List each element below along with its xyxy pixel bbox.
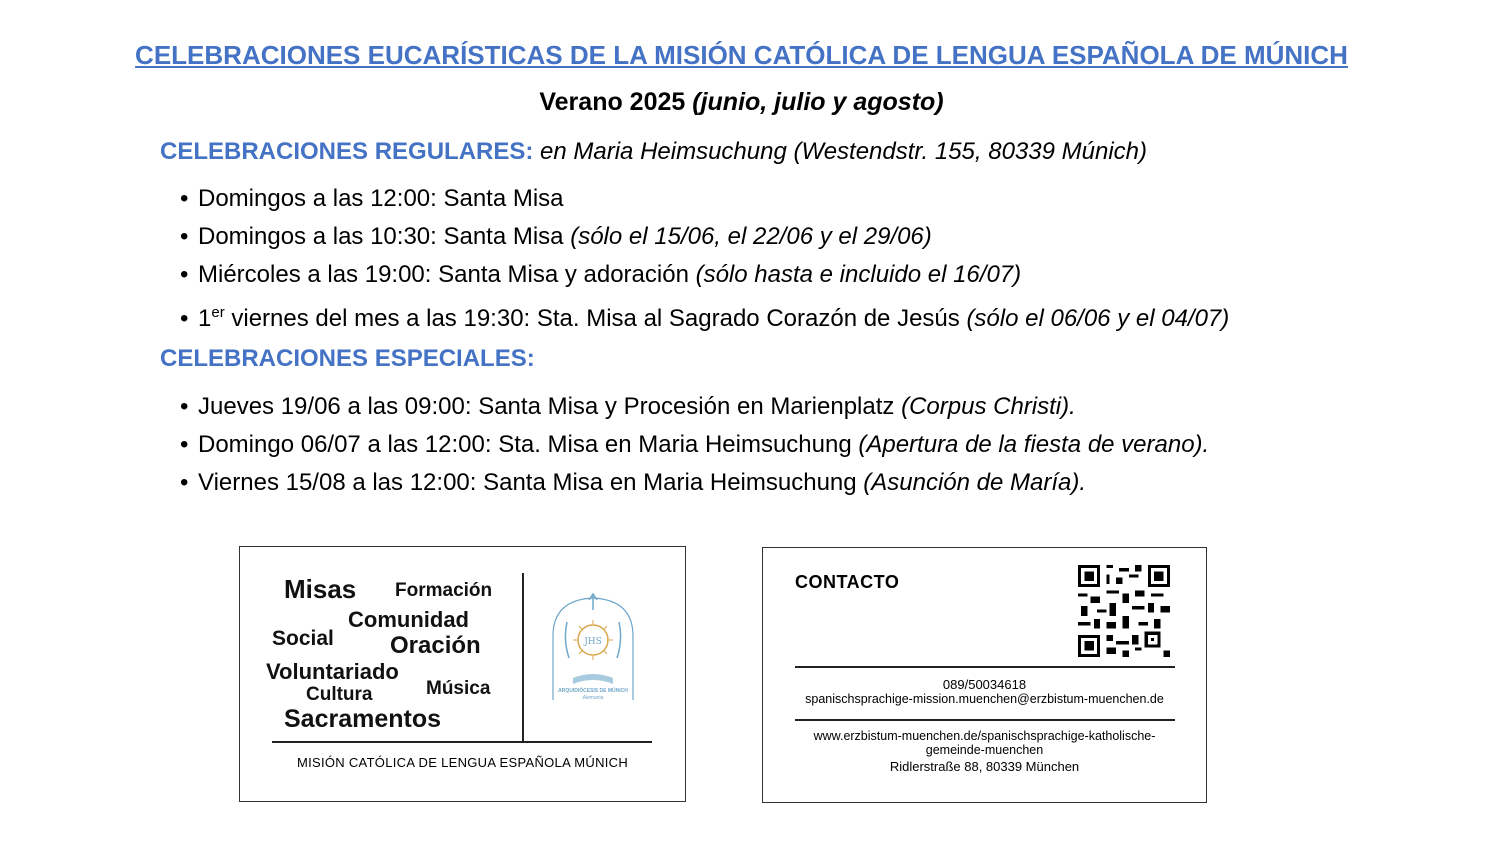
bullet-icon: • [180,223,189,250]
season-subtitle [0,88,1483,117]
svg-text:ARQUIDIÓCESIS DE MÚNICH: ARQUIDIÓCESIS DE MÚNICH [558,688,628,694]
divider [522,573,524,741]
svg-text:Alemania: Alemania [582,695,604,701]
word-formacion: Formación [395,580,493,601]
bullet-icon: • [180,185,189,212]
bullet-icon: • [180,393,189,420]
regular-section-header [160,138,1147,166]
word-social: Social [272,627,334,650]
contact-web-line2: gemeinde-muenchen [925,743,1044,757]
word-oracion: Oración [390,632,481,659]
contact-card [762,547,1207,803]
word-misas: Misas [284,574,357,604]
word-musica: Música [426,678,491,699]
special-heading: CELEBRACIONES ESPECIALES: [160,345,535,372]
special-section-header [160,345,535,373]
bullet-icon: • [180,261,189,288]
special-list [180,388,1209,502]
season-main: Verano 2025 [539,88,686,116]
divider [272,741,652,743]
bullet-icon: • [180,431,189,458]
list-item: • Domingo 06/07 a las 12:00: Sta. Misa en Maria Heimsuchung (Apertura de la fiesta de verano). [180,426,1209,464]
bullet-icon: • [180,469,189,496]
list-item: • Miércoles a las 19:00: Santa Misa y adoración (sólo hasta e incluido el 16/07) [180,256,1229,294]
bullet-icon: • [180,305,189,332]
svg-text:JHS: JHS [584,637,602,647]
word-sacramentos: Sacramentos [284,705,442,733]
page-title: CELEBRACIONES EUCARÍSTICAS DE LA MISIÓN CATÓLICA DE LENGUA ESPAÑOLA DE MÚNICH [135,40,1348,70]
divider [795,719,1175,721]
parish-emblem-icon [545,592,641,704]
regular-heading: CELEBRACIONES REGULARES: [160,138,534,165]
list-item: • Viernes 15/08 a las 12:00: Santa Misa en Maria Heimsuchung (Asunción de María). [180,464,1209,502]
regular-location: en Maria Heimsuchung (Westendstr. 155, 80339 Múnich) [540,138,1148,165]
regular-list [180,180,1229,332]
list-item: • Jueves 19/06 a las 09:00: Santa Misa y Procesión en Marienplatz (Corpus Christi). [180,388,1209,426]
contact-email: spanischsprachige-mission.muenchen@erzbistum-muenchen.de [805,692,1164,706]
contact-web-line1: www.erzbistum-muenchen.de/spanischsprachige-katholische- [813,729,1156,743]
contact-heading: CONTACTO [795,572,900,592]
season-detail: (junio, julio y agosto) [692,88,944,116]
word-comunidad: Comunidad [348,607,469,632]
word-voluntariado: Voluntariado [266,659,399,684]
card-footer: MISIÓN CATÓLICA DE LENGUA ESPAÑOLA MÚNICH [296,755,629,770]
word-cultura: Cultura [306,684,373,705]
divider [795,666,1175,668]
list-item: • 1er viernes del mes a las 19:30: Sta. Misa al Sagrado Corazón de Jesús (sólo el 06/06 y el 04/07) [180,294,1229,332]
contact-phone: 089/50034618 [942,677,1027,692]
list-item: • Domingos a las 12:00: Santa Misa [180,180,1229,218]
qr-code-icon [1078,565,1170,657]
mission-card [239,546,686,802]
list-item: • Domingos a las 10:30: Santa Misa (sólo el 15/06, el 22/06 y el 29/06) [180,218,1229,256]
contact-address: Ridlerstraße 88, 80339 München [889,759,1080,774]
